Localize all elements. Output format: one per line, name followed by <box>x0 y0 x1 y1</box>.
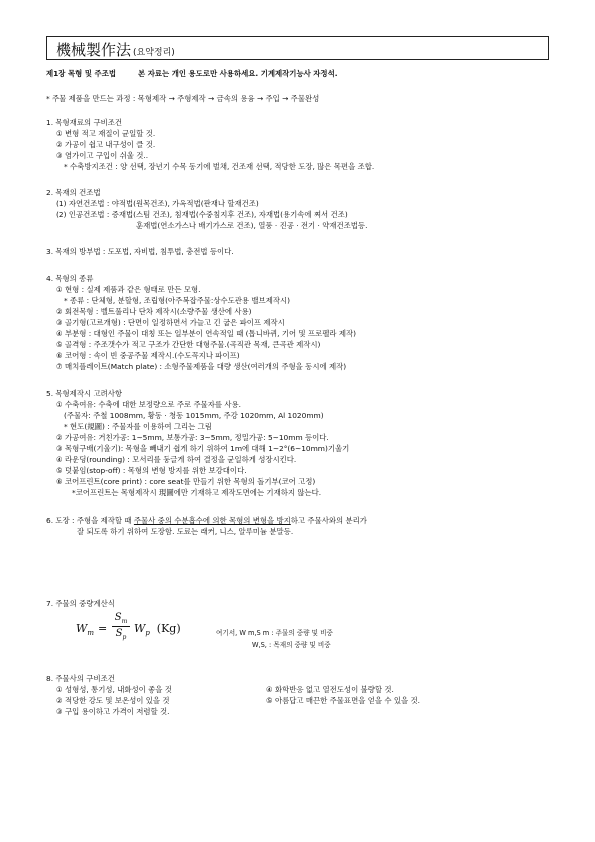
list-item: ⑤ 골격형 : 주조갯수가 적고 구조가 간단한 대형주물.(곡직관 목재, 큰곡관 제작시) <box>56 340 321 349</box>
list-item: ① 수축여유: 수축에 대한 보정량으로 주로 주물자를 사용. <box>56 400 241 409</box>
list-item: (1) 자연건조법 : 야적법(원목건조), 가옥적법(판재나 할재건조) <box>56 199 259 208</box>
list-item: ③ 골기형(고르개형) : 단면이 일정하면서 가늘고 긴 굽은 파이프 제작시 <box>56 318 285 327</box>
section-5-heading: 5. 목형제작시 고려사항 <box>46 389 123 398</box>
list-item: ⑥ 코어형 : 속이 빈 중공주물 제작시.(수도꼭지나 파이프) <box>56 351 240 360</box>
section-8-heading: 8. 주물사의 구비조건 <box>46 674 115 683</box>
list-item: ⑤ 덧붙임(stop-off) : 목형의 변형 방지를 위한 보강대이다. <box>56 466 247 475</box>
title-box <box>46 36 549 60</box>
list-item: * 현도(規圖) : 주물자를 이용하여 그리는 그림 <box>64 422 212 431</box>
doc-title: 機械製作法 (요약정리) <box>56 41 175 59</box>
underlined-phrase: 주물사 중의 수분흡수에 의한 목형의 변형을 방지 <box>133 516 291 525</box>
fraction-denominator: $S_p$ <box>115 628 127 641</box>
list-item: 훈재법(연소가스나 배기가스로 건조), 열풍 · 진공 · 전기 · 약재건조법등. <box>136 221 368 230</box>
list-item: ④ 화학반응 없고 열전도성이 불량할 것. <box>266 685 394 694</box>
chapter-heading: 제1장 목형 및 주조법 본 자료는 개인 용도로만 사용하세요. 기계제작기능사 자정석. <box>46 69 338 78</box>
process-line: * 주물 제품을 만드는 과정 : 목형제작 → 주형제작 → 금속의 용융 → 주입 → 주물완성 <box>46 94 320 103</box>
section-1-heading: 1. 목형재료의 구비조건 <box>46 118 123 127</box>
list-item: (주물자: 주철 1008mm, 황동 · 청동 1015mm, 주강 1020mm, Al 1020mm) <box>64 411 324 420</box>
section-3-heading: 3. 목재의 방부법 : 도포법, 자비법, 침투법, 충전법 등이다. <box>46 247 234 256</box>
list-item: (2) 인공건조법 : 증재법(스팀 건조), 침재법(수중침지후 건조), 자재법(용기속에 쪄서 건조) <box>56 210 348 219</box>
formula-lhs: $W_m$ <box>76 622 94 638</box>
formula-legend-1: 여기서, W m,S m : 주물의 중량 및 비중 <box>216 629 333 637</box>
formula-rhs: $W_p$ (Kg) <box>134 622 181 638</box>
fraction-numerator: $S_m$ <box>114 612 128 625</box>
doc-subtitle: (요약정리) <box>133 48 175 58</box>
section-6-line-2: 잘 되도록 하기 위하여 도장함. 도료는 래커, 니스, 알루미늄 분말등. <box>77 527 294 536</box>
list-item: ② 가공이 쉽고 내구성이 클 것. <box>56 140 156 149</box>
list-item: ② 회전목형 : 벨트풀리나 단차 제작시(소량주물 생산에 사용) <box>56 307 252 316</box>
list-item: * 수축방지조건 : 양 선택, 장년기 수목 동기에 벌채, 건조재 선택, 적당한 도장, 많은 목편을 조합. <box>64 162 375 171</box>
formula-legend-2: W,S, : 목재의 중량 및 비중 <box>252 641 331 649</box>
list-item: * 종류 : 단체형, 분할형, 조립형(아주복잡주물:상수도관용 밸브제작시) <box>64 296 291 305</box>
list-item: ② 적당한 강도 및 보온성이 있을 것 <box>56 696 170 705</box>
list-item: ④ 부분형 : 대형인 주물이 대칭 또는 일부분이 연속적일 때 (톱니바퀴, 기어 및 프로펠라 제작) <box>56 329 357 338</box>
list-item: ① 성형성, 통기성, 내화성이 좋을 것 <box>56 685 172 694</box>
formula-unit: (Kg) <box>156 622 181 635</box>
list-item: ⑥ 코어프린트(core print) : core seat를 만들기 위한 목형의 돌기부(코어 고정) <box>56 477 316 486</box>
fraction-bar <box>112 626 130 627</box>
list-item: ③ 염가이고 구입이 쉬울 것.. <box>56 151 149 160</box>
list-item: ① 변형 적고 재질이 균일할 것. <box>56 129 156 138</box>
list-item: ⑦ 매치플레이트(Match plate) : 소형주물제품을 대량 생산(여러개의 주형을 동시에 제작) <box>56 362 347 371</box>
list-item: ⑤ 아름답고 매끈한 주물표면을 얻을 수 있을 것. <box>266 696 420 705</box>
list-item: ② 가공여유: 거친가공: 1~5mm, 보통가공: 3~5mm, 정밀가공: 5~10mm 등이다. <box>56 433 329 442</box>
list-item: ③ 목형구배(기울기): 목형을 빼내기 쉽게 하기 위하여 1m에 대해 1~2°(6~10mm)기울기 <box>56 444 350 453</box>
list-item: *코어프린트는 목형제작시 現圖에만 기재하고 제작도면에는 기재하지 않는다. <box>72 488 322 497</box>
formula-equals: = <box>98 622 108 635</box>
list-item: ④ 라운딩(rounding) : 모서리를 둥글게 하여 결정을 균일하게 성장시킨다. <box>56 455 297 464</box>
list-item: ① 현형 : 실제 제품과 같은 형태로 만든 모형. <box>56 285 201 294</box>
formula-fraction <box>112 612 130 641</box>
section-6-line-1: 6. 도장 : 주형을 제작할 때 주물사 중의 수분흡수에 의한 목형의 변형을 방지하고 주물사와의 분리가 <box>46 516 367 525</box>
section-4-heading: 4. 목형의 종류 <box>46 274 94 283</box>
section-7-heading: 7. 주물의 중량계산식 <box>46 599 115 608</box>
list-item: ③ 구입 용이하고 가격이 저렴할 것. <box>56 707 170 716</box>
usage-note: 본 자료는 개인 용도로만 사용하세요. 기계제작기능사 자정석. <box>137 69 338 78</box>
section-2-heading: 2. 목재의 건조법 <box>46 188 101 197</box>
